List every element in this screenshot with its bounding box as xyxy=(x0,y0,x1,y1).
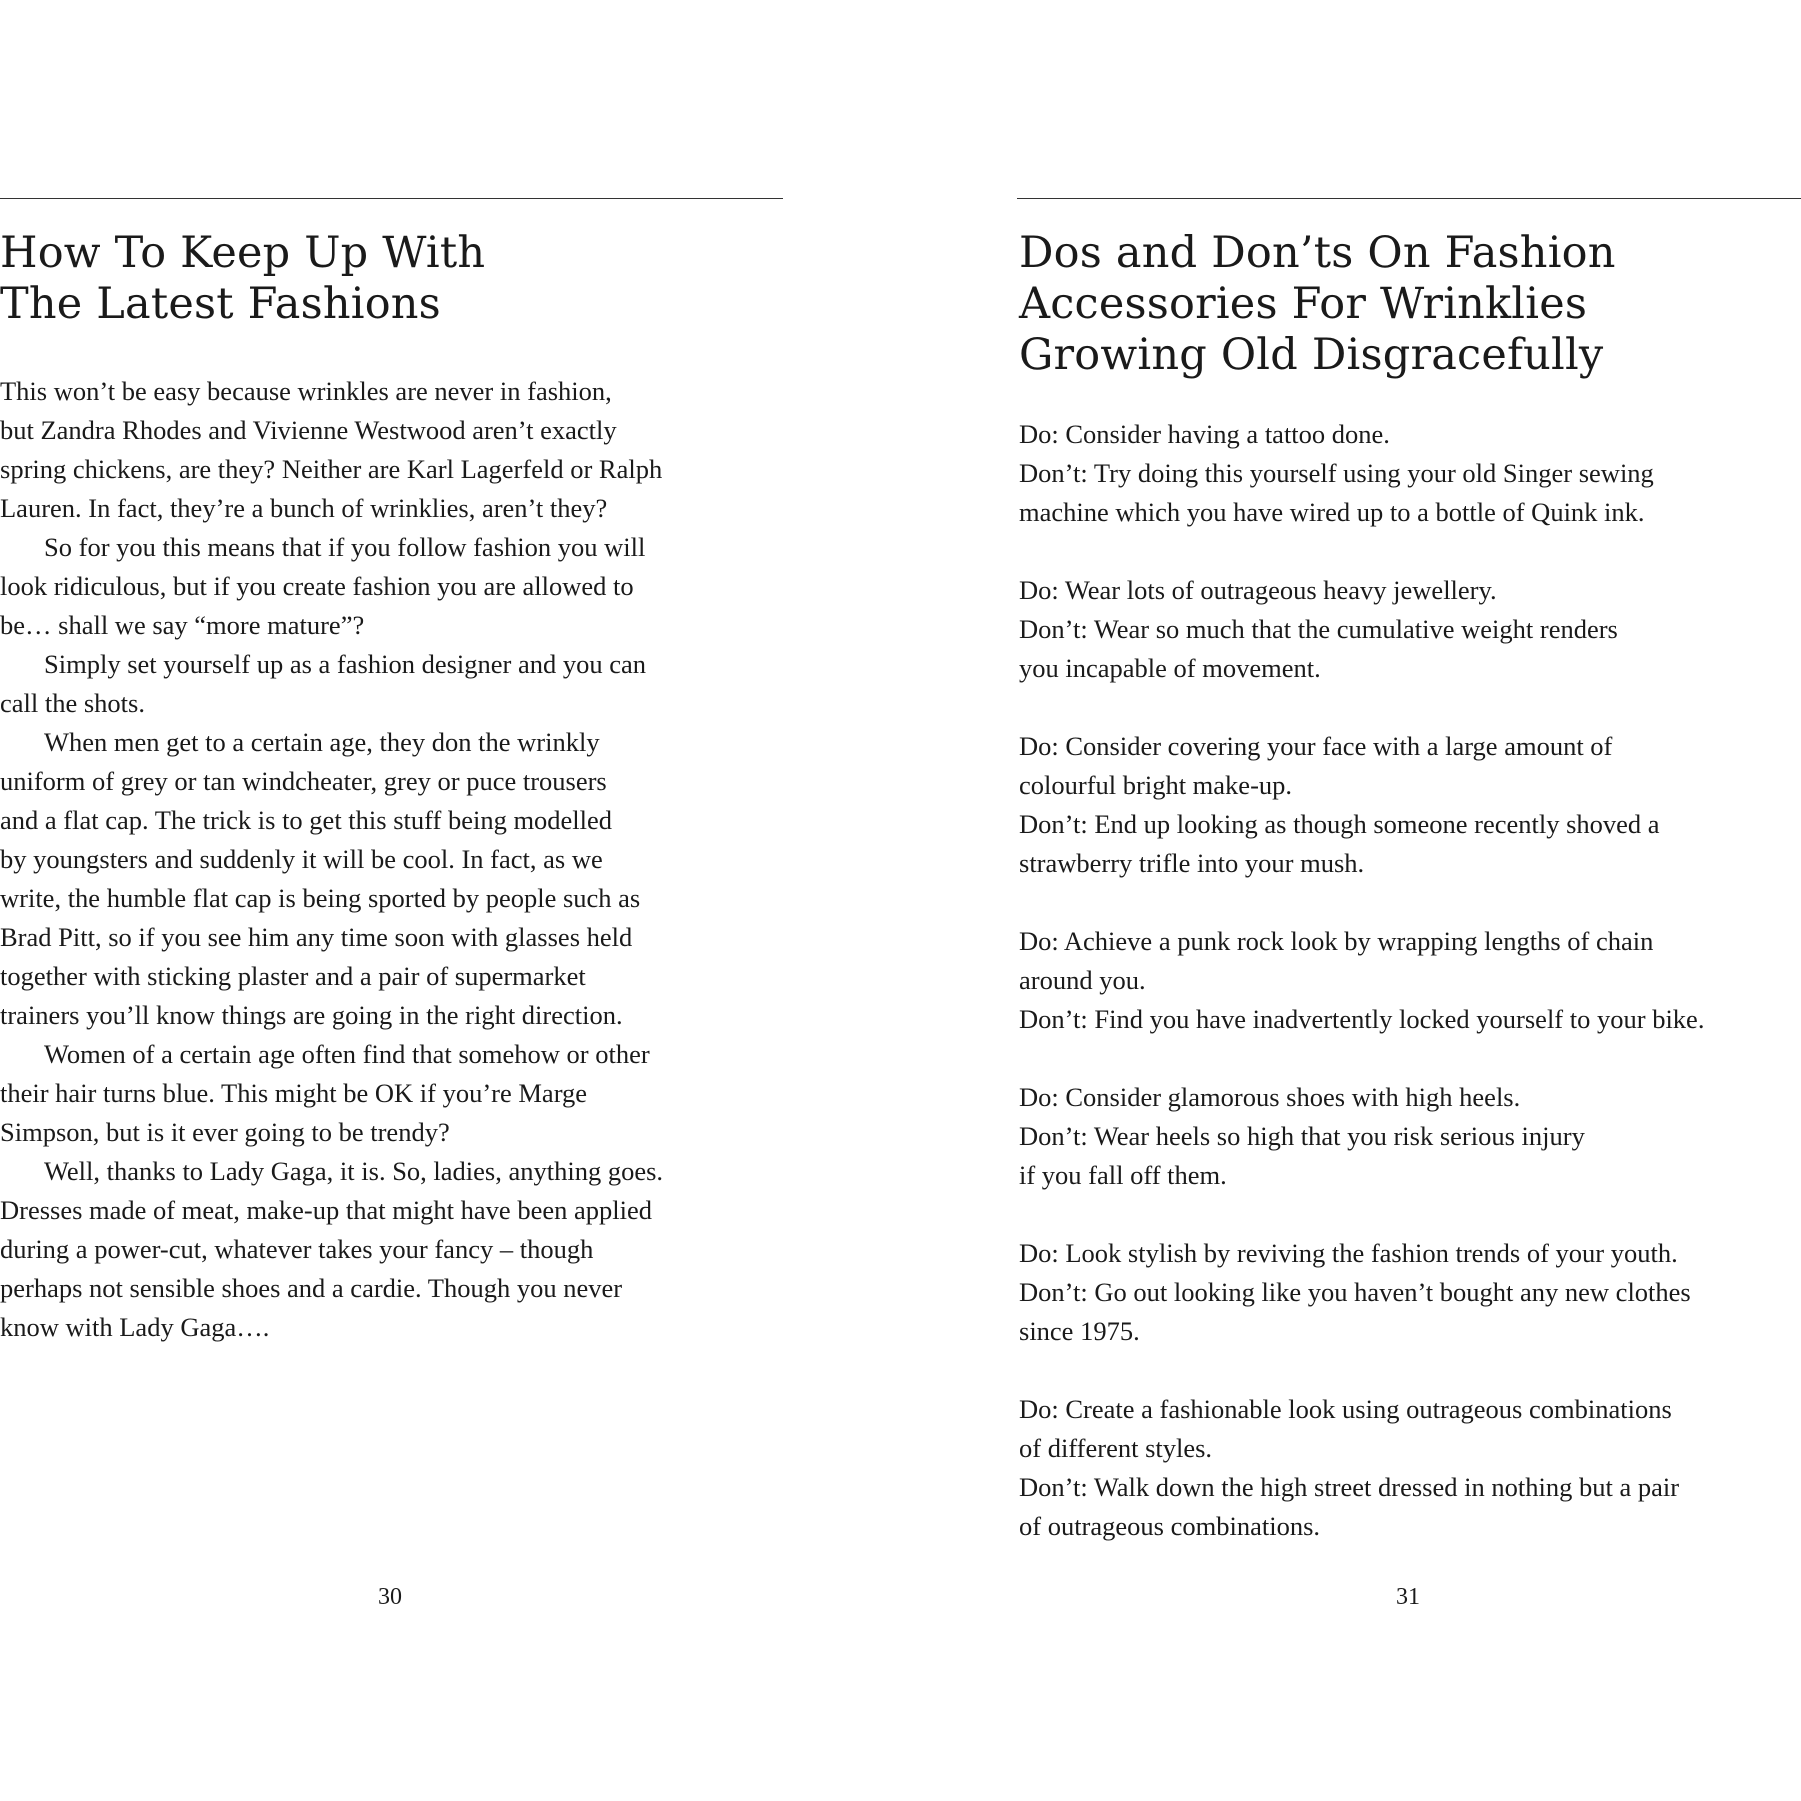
do-label: Do: xyxy=(1019,419,1059,449)
do-line xyxy=(1019,1234,1801,1273)
text-line: Simply set yourself up as a fashion designer and you can xyxy=(44,649,647,679)
page-number: 31 xyxy=(1396,1584,1420,1610)
dont-label: Don’t: xyxy=(1019,458,1088,488)
dont-line xyxy=(1019,493,1801,532)
title-line: Dos and Don’ts On Fashion xyxy=(1019,228,1616,278)
do-line xyxy=(1019,727,1801,766)
dont-label: Don’t: xyxy=(1019,1472,1088,1502)
do-text: Look stylish by reviving the fashion trends of your youth. xyxy=(1058,1238,1678,1268)
dont-text: you incapable of movement. xyxy=(1019,653,1321,683)
do-text: Consider having a tattoo done. xyxy=(1058,419,1390,449)
do-label: Do: xyxy=(1019,1238,1059,1268)
do-dont-pair xyxy=(1019,1234,1801,1351)
dont-line xyxy=(1019,1117,1801,1156)
dont-label: Don’t: xyxy=(1019,1277,1088,1307)
text-line: but Zandra Rhodes and Vivienne Westwood aren’t exactly xyxy=(0,415,617,445)
dont-text: since 1975. xyxy=(1019,1316,1140,1346)
dont-label: Don’t: xyxy=(1019,1121,1088,1151)
do-text: Wear lots of outrageous heavy jewellery. xyxy=(1058,575,1497,605)
dont-label: Don’t: xyxy=(1019,1004,1088,1034)
do-label: Do: xyxy=(1019,731,1059,761)
text-line: be… shall we say “more mature”? xyxy=(0,610,365,640)
text-line: during a power-cut, whatever takes your fancy – though xyxy=(0,1234,594,1264)
do-text: around you. xyxy=(1019,965,1146,995)
page-title xyxy=(1019,228,1789,381)
do-dont-pair xyxy=(1019,415,1801,532)
paragraph xyxy=(0,372,790,528)
do-line xyxy=(1019,922,1801,961)
dos-and-donts-list xyxy=(1019,415,1801,1585)
dont-line xyxy=(1019,1000,1801,1039)
dont-label: Don’t: xyxy=(1019,614,1088,644)
do-text: Consider covering your face with a large amount of xyxy=(1058,731,1613,761)
text-line: When men get to a certain age, they don the wrinkly xyxy=(44,727,600,757)
paragraph xyxy=(0,723,790,1035)
do-line xyxy=(1019,766,1801,805)
do-text: Achieve a punk rock look by wrapping lengths of chain xyxy=(1058,926,1654,956)
title-line: Accessories For Wrinklies xyxy=(1019,279,1588,329)
page-number: 30 xyxy=(378,1584,402,1610)
dont-line xyxy=(1019,1312,1801,1351)
text-line: write, the humble flat cap is being sported by people such as xyxy=(0,883,641,913)
dont-text: Find you have inadvertently locked yourself to your bike. xyxy=(1087,1004,1705,1034)
text-line: uniform of grey or tan windcheater, grey or puce trousers xyxy=(0,766,607,796)
paragraph xyxy=(0,645,790,723)
do-line xyxy=(1019,1390,1801,1429)
top-rule xyxy=(1017,198,1801,199)
dont-text: Wear so much that the cumulative weight renders xyxy=(1087,614,1618,644)
page-title xyxy=(0,228,760,330)
text-line: Dresses made of meat, make-up that might have been applied xyxy=(0,1195,652,1225)
text-line: and a flat cap. The trick is to get this stuff being modelled xyxy=(0,805,613,835)
title-line: How To Keep Up With xyxy=(0,228,486,278)
text-line: Lauren. In fact, they’re a bunch of wrinklies, aren’t they? xyxy=(0,493,608,523)
dont-text: Try doing this yourself using your old Singer sewing xyxy=(1087,458,1654,488)
text-line: together with sticking plaster and a pair of supermarket xyxy=(0,961,586,991)
do-dont-pair xyxy=(1019,727,1801,883)
text-line: Brad Pitt, so if you see him any time soon with glasses held xyxy=(0,922,633,952)
dont-line xyxy=(1019,844,1801,883)
top-rule xyxy=(0,198,783,199)
do-line xyxy=(1019,571,1801,610)
do-dont-pair xyxy=(1019,1078,1801,1195)
paragraph xyxy=(0,528,790,645)
do-line xyxy=(1019,1078,1801,1117)
dont-text: machine which you have wired up to a bottle of Quink ink. xyxy=(1019,497,1645,527)
do-dont-pair xyxy=(1019,922,1801,1039)
title-line: Growing Old Disgracefully xyxy=(1019,330,1604,380)
body-text xyxy=(0,372,790,1347)
dont-text: strawberry trifle into your mush. xyxy=(1019,848,1365,878)
text-line: Women of a certain age often find that somehow or other xyxy=(44,1039,650,1069)
do-text: Create a fashionable look using outrageous combinations xyxy=(1058,1394,1672,1424)
text-line: Simpson, but is it ever going to be trendy? xyxy=(0,1117,450,1147)
paragraph xyxy=(0,1152,790,1347)
dont-line xyxy=(1019,454,1801,493)
text-line: know with Lady Gaga…. xyxy=(0,1312,270,1342)
dont-text: if you fall off them. xyxy=(1019,1160,1227,1190)
text-line: their hair turns blue. This might be OK if you’re Marge xyxy=(0,1078,588,1108)
do-line xyxy=(1019,1429,1801,1468)
dont-line xyxy=(1019,649,1801,688)
dont-text: Wear heels so high that you risk serious injury xyxy=(1087,1121,1585,1151)
dont-line xyxy=(1019,610,1801,649)
do-label: Do: xyxy=(1019,575,1059,605)
dont-text: of outrageous combinations. xyxy=(1019,1511,1321,1541)
text-line: This won’t be easy because wrinkles are never in fashion, xyxy=(0,376,612,406)
dont-text: End up looking as though someone recently shoved a xyxy=(1087,809,1660,839)
text-line: perhaps not sensible shoes and a cardie. Though you never xyxy=(0,1273,623,1303)
text-line: So for you this means that if you follow fashion you will xyxy=(44,532,646,562)
do-label: Do: xyxy=(1019,1082,1059,1112)
text-line: spring chickens, are they? Neither are Karl Lagerfeld or Ralph xyxy=(0,454,663,484)
do-line xyxy=(1019,961,1801,1000)
dont-line xyxy=(1019,1273,1801,1312)
do-dont-pair xyxy=(1019,571,1801,688)
text-line: call the shots. xyxy=(0,688,145,718)
dont-text: Walk down the high street dressed in nothing but a pair xyxy=(1087,1472,1680,1502)
dont-text: Go out looking like you haven’t bought any new clothes xyxy=(1087,1277,1691,1307)
text-line: trainers you’ll know things are going in the right direction. xyxy=(0,1000,623,1030)
do-dont-pair xyxy=(1019,1390,1801,1546)
dont-line xyxy=(1019,1507,1801,1546)
do-text: of different styles. xyxy=(1019,1433,1213,1463)
paragraph xyxy=(0,1035,790,1152)
dont-line xyxy=(1019,1468,1801,1507)
dont-label: Don’t: xyxy=(1019,809,1088,839)
text-line: look ridiculous, but if you create fashion you are allowed to xyxy=(0,571,634,601)
do-line xyxy=(1019,415,1801,454)
do-label: Do: xyxy=(1019,926,1059,956)
do-text: Consider glamorous shoes with high heels. xyxy=(1058,1082,1521,1112)
do-label: Do: xyxy=(1019,1394,1059,1424)
do-text: colourful bright make-up. xyxy=(1019,770,1293,800)
text-line: Well, thanks to Lady Gaga, it is. So, ladies, anything goes. xyxy=(44,1156,664,1186)
dont-line xyxy=(1019,1156,1801,1195)
text-line: by youngsters and suddenly it will be cool. In fact, as we xyxy=(0,844,603,874)
dont-line xyxy=(1019,805,1801,844)
title-line: The Latest Fashions xyxy=(0,279,441,329)
